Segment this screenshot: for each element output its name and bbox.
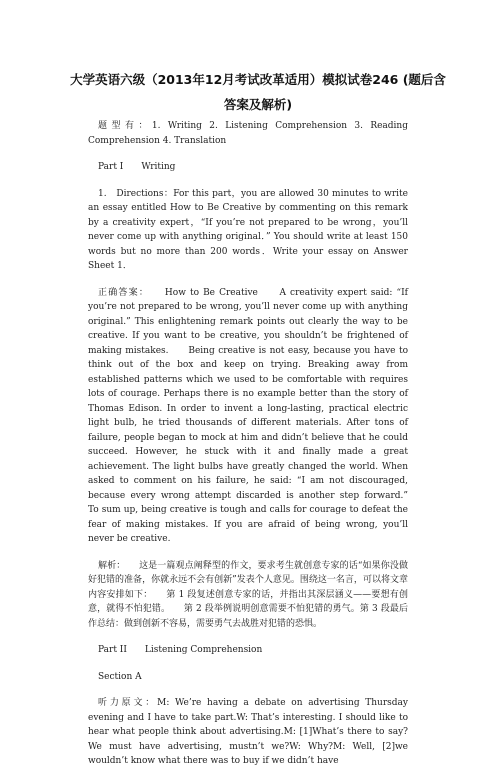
listening-transcript: 听力原文：M: We’re having a debate on advertising Thursday evening and I have to take part.W: That’s interesting. I should like to hear what people think about advertising.M: [1]What’s there to say? We must have advertising, mustn’t we?W: Why?M: Well, [2]we wouldn’t know what there was to buy if we didn’t have <box>88 698 408 766</box>
part-1-heading: Part I Writing <box>98 162 176 172</box>
question-types: 题型有：1. Writing 2. Listening Comprehension 3. Reading Comprehension 4. Translation <box>88 121 408 146</box>
correct-answer: 正确答案： How to Be Creative A creativity expert said: “If you’re not prepared to be wrong, you’ll never come up with anything original.” This enlightening remark points out clearly the way to be creative. If you want to be creative, you shouldn’t be frightened of making mistakes. Being creative is not easy, because you have to think out of the box and keep on trying. Breaking away from established patterns which we used to be comfortable with requires lots of courage. Perhaps there is no example better than the story of Thomas Edison. In order to invent a long-lasting, practical electric light bulb, he tried thousands of different materials. After tons of failure, people began to mock at him and didn’t believe that he could succeed. However, he stuck with it and finally made a great achievement. The light bulbs have greatly changed the world. When asked to comment on his failure, he said: “I am not discouraged, because every wrong attempt discarded is another step forward.” To sum up, being creative is tough and calls for courage to defeat the fear of making mistakes. If you are afraid of being wrong, you’ll never be creative. <box>88 287 427 544</box>
answer-analysis: 解析： 这是一篇观点阐释型的作文，要求考生就创意专家的话“如果你没做好犯错的准备，你就永远不会有创新”发表个人意见。围绕这一名言，可以将文章内容安排如下： 第 1 段复述创意专家的话，并指出其深层涵义——要想有创意，就得不怕犯错。 第 2 段举例说明创意需要不怕犯错的勇气。第 3 段最后作总结：做到创新不容易，需要勇气去战胜对犯错的恐惧。 <box>88 560 408 629</box>
document-body <box>88 119 427 781</box>
section-a-heading: Section A <box>98 671 142 682</box>
document-title: 大学英语六级（2013年12月考试改革适用）模拟试卷246 (题后含答案及解析) <box>70 72 446 112</box>
question-1: 1. Directions：For this part，you are allowed 30 minutes to write an essay entitled How to Be Creative by commenting on this remark by a creativity expert，“If you’re not prepared to be wrong，you’ll never come up with anything original．” You should write at least 150 words but no more than 200 words．Write your essay on Answer Sheet 1． <box>88 188 408 271</box>
part-2-heading: Part II Listening Comprehension <box>98 645 263 655</box>
